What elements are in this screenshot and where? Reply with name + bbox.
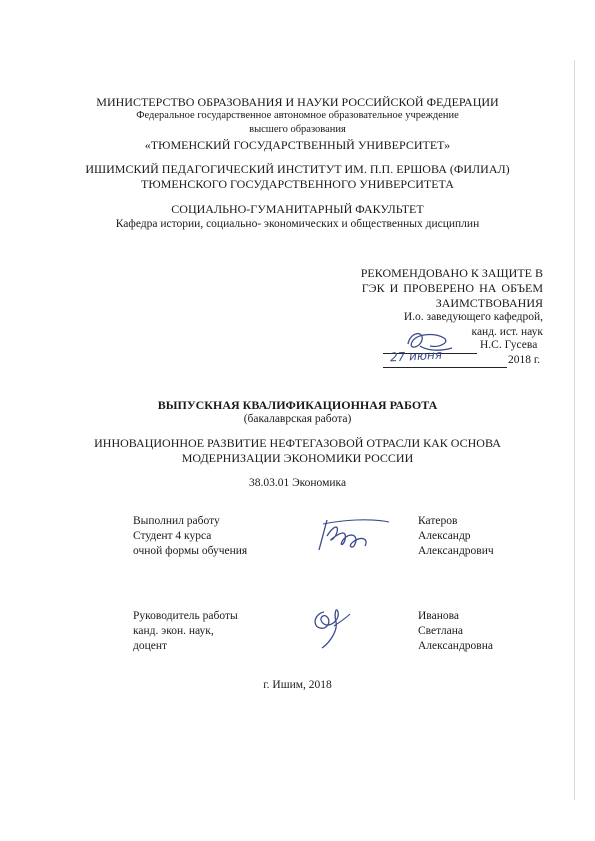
author-signature-image <box>313 516 393 554</box>
department-name: Кафедра истории, социально- экономических и общественных дисциплин <box>115 218 480 230</box>
faculty-name: СОЦИАЛЬНО-ГУМАНИТАРНЫЙ ФАКУЛЬТЕТ <box>171 202 424 216</box>
approval-degree: канд. ист. наук <box>471 326 543 338</box>
approval-date-handwritten: 27 июня <box>389 347 443 365</box>
author-surname: Катеров <box>418 515 458 527</box>
work-subtype: (бакалаврская работа) <box>243 413 352 425</box>
supervisor-surname: Иванова <box>418 610 459 622</box>
supervisor-label-line2: канд. экон. наук, <box>133 625 214 637</box>
author-patronymic: Александрович <box>418 545 494 557</box>
university-name: «ТЮМЕНСКИЙ ГОСУДАРСТВЕННЫЙ УНИВЕРСИТЕТ» <box>144 138 451 152</box>
institution-type-line1: Федеральное государственное автономное образовательное учреждение <box>136 110 459 121</box>
author-given-name: Александр <box>418 530 471 542</box>
approval-line1: РЕКОМЕНДОВАНО К ЗАЩИТЕ В <box>360 266 543 280</box>
topic-line1: ИННОВАЦИОННОЕ РАЗВИТИЕ НЕФТЕГАЗОВОЙ ОТРАСЛИ КАК ОСНОВА <box>94 436 501 450</box>
branch-line2: ТЮМЕНСКОГО ГОСУДАРСТВЕННОГО УНИВЕРСИТЕТА <box>141 177 454 191</box>
supervisor-label-line1: Руководитель работы <box>133 610 238 622</box>
author-label-line1: Выполнил работу <box>133 515 220 527</box>
approval-line3: ЗАИМСТВОВАНИЯ <box>435 296 543 310</box>
institution-type-line2: высшего образования <box>249 124 346 135</box>
supervisor-patronymic: Александровна <box>418 640 493 652</box>
branch-line1: ИШИМСКИЙ ПЕДАГОГИЧЕСКИЙ ИНСТИТУТ ИМ. П.П. ЕРШОВА (ФИЛИАЛ) <box>85 162 510 176</box>
specialty-code: 38.03.01 Экономика <box>248 477 347 489</box>
supervisor-signature-image <box>306 604 356 650</box>
work-type-heading: ВЫПУСКНАЯ КВАЛИФИКАЦИОННАЯ РАБОТА <box>157 398 438 412</box>
supervisor-label-line3: доцент <box>133 640 168 652</box>
approval-name: Н.С. Гусева <box>480 339 538 351</box>
city-year: г. Ишим, 2018 <box>263 679 332 691</box>
approval-line2: ГЭК И ПРОВЕРЕНО НА ОБЪЕМ <box>361 281 543 295</box>
ministry-heading: МИНИСТЕРСТВО ОБРАЗОВАНИЯ И НАУКИ РОССИЙСКОЙ ФЕДЕРАЦИИ <box>96 95 499 109</box>
author-label-line3: очной формы обучения <box>133 545 248 557</box>
author-label-line2: Студент 4 курса <box>133 530 212 542</box>
approval-role: И.о. заведующего кафедрой, <box>403 311 543 323</box>
topic-line2: МОДЕРНИЗАЦИИ ЭКОНОМИКИ РОССИИ <box>181 451 414 465</box>
supervisor-given-name: Светлана <box>418 625 463 637</box>
approval-year: 2018 г. <box>508 354 541 366</box>
